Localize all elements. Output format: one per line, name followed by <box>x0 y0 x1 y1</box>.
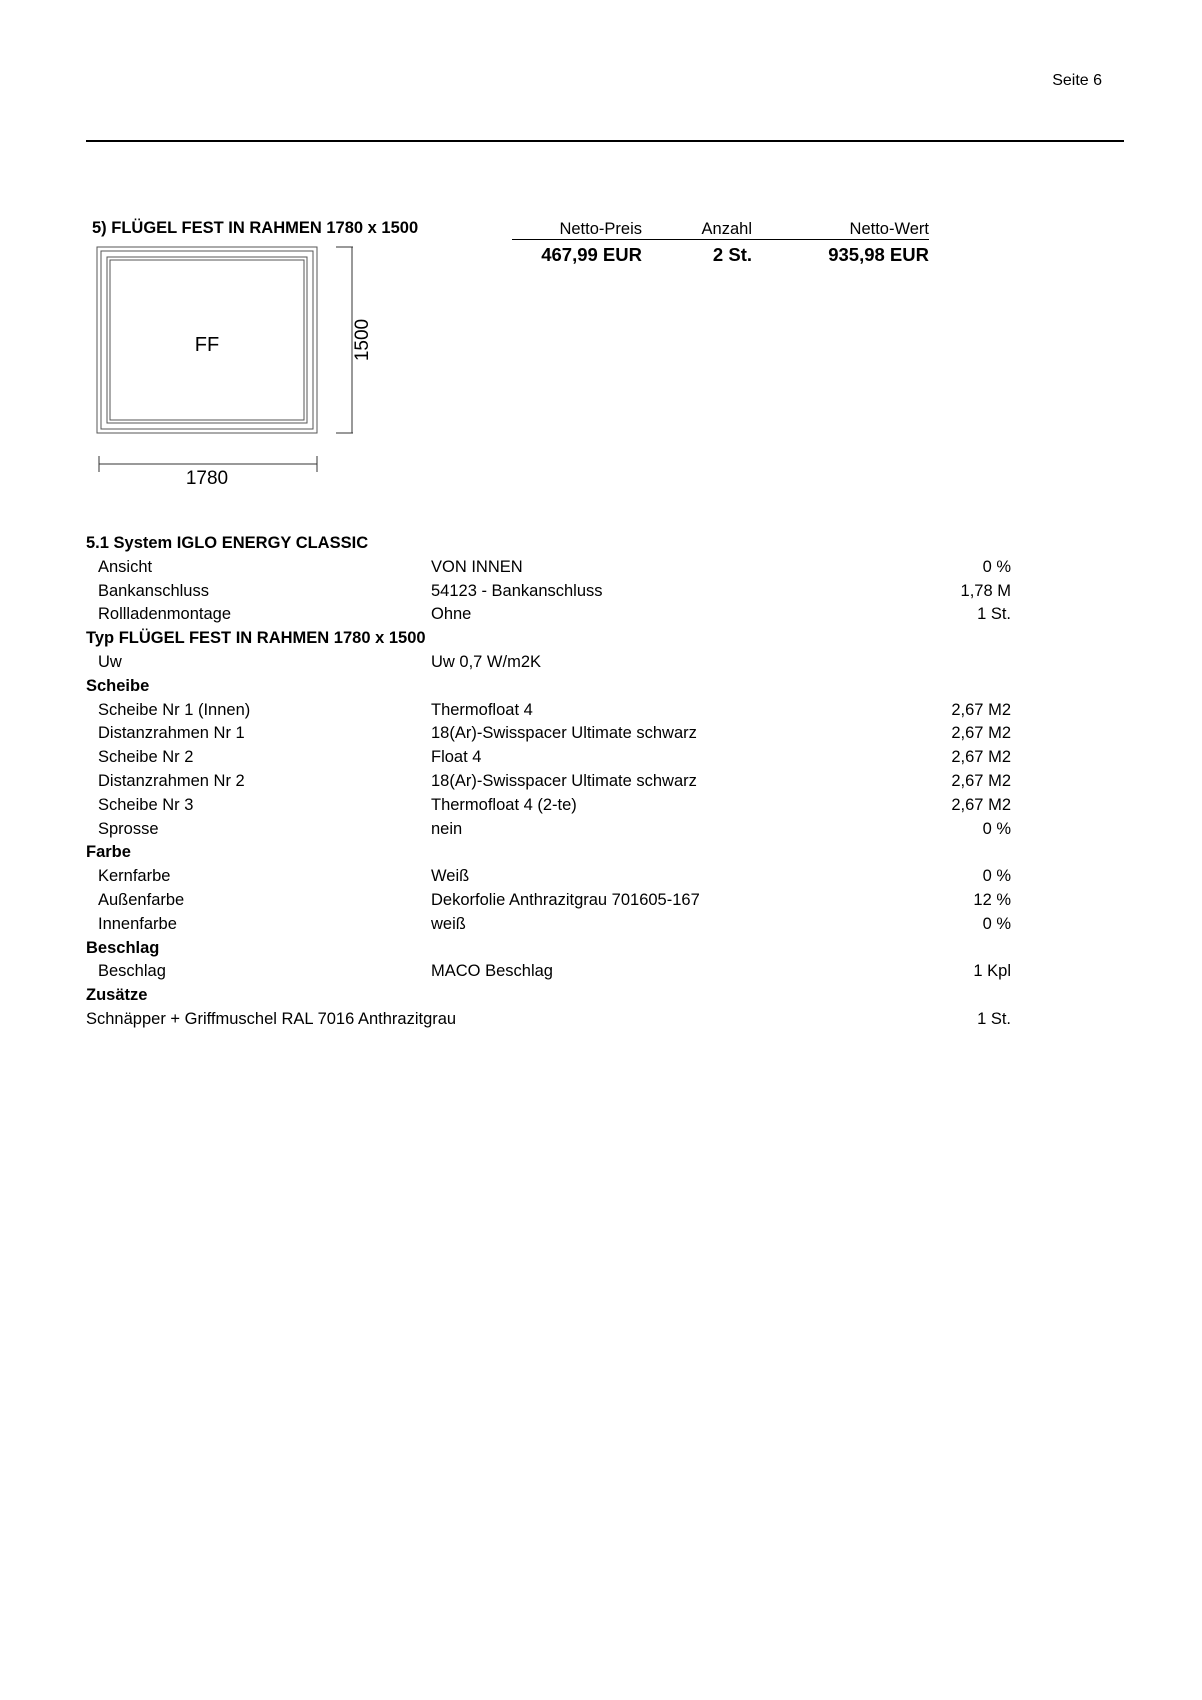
quantity-value: 2 St. <box>712 244 752 265</box>
price-value-row <box>512 244 929 266</box>
header-rule <box>86 140 1124 142</box>
spec-row-extra: Schnäpper + Griffmuschel RAL 7016 Anthrazitgrau 1 St. <box>86 1009 1011 1028</box>
spec-row-distanzrahmen-2: Distanzrahmen Nr 2 18(Ar)-Swisspacer Ultimate schwarz 2,67 M2 <box>98 771 1011 790</box>
spec-row-scheibe-2: Scheibe Nr 2 Float 4 2,67 M2 <box>98 748 1011 767</box>
window-drawing <box>80 230 380 490</box>
spec-row-sprosse: Sprosse nein 0 % <box>98 819 1011 838</box>
spec-row-beschlag: Beschlag MACO Beschlag 1 Kpl <box>98 962 1011 981</box>
sash-type-label: FF <box>194 334 220 356</box>
spec-row-ansicht: Ansicht VON INNEN 0 % <box>98 557 1011 576</box>
spec-row-aussenfarbe: Außenfarbe Dekorfolie Anthrazitgrau 701605-167 12 % <box>98 890 1011 909</box>
position-title: 5) FLÜGEL FEST IN RAHMEN 1780 x 1500 <box>92 219 419 237</box>
spec-row-bankanschluss: Bankanschluss 54123 - Bankanschluss 1,78 M <box>98 581 1011 600</box>
specification-list <box>86 532 1011 1032</box>
height-dimension-label: 1500 <box>352 318 373 362</box>
net-value-header: Netto-Wert <box>849 220 929 238</box>
spec-row-rollladenmontage: Rollladenmontage Ohne 1 St. <box>98 605 1011 624</box>
net-price-header: Netto-Preis <box>559 220 642 238</box>
price-block <box>512 219 929 266</box>
spec-row-innenfarbe: Innenfarbe weiß 0 % <box>98 914 1011 933</box>
type-header: Typ FLÜGEL FEST IN RAHMEN 1780 x 1500 <box>86 629 426 648</box>
spec-row-distanzrahmen-1: Distanzrahmen Nr 1 18(Ar)-Swisspacer Ultimate schwarz 2,67 M2 <box>98 724 1011 743</box>
spec-row-scheibe-1: Scheibe Nr 1 (Innen) Thermofloat 4 2,67 M2 <box>98 700 1011 719</box>
net-value-value: 935,98 EUR <box>828 244 929 265</box>
width-dimension-label: 1780 <box>185 468 229 489</box>
spec-row-scheibe-3: Scheibe Nr 3 Thermofloat 4 (2-te) 2,67 M2 <box>98 795 1011 814</box>
spec-row-kernfarbe: Kernfarbe Weiß 0 % <box>98 867 1011 886</box>
color-header: Farbe <box>86 843 131 862</box>
spec-row-uw: Uw Uw 0,7 W/m2K <box>98 652 542 671</box>
net-price-value: 467,99 EUR <box>541 244 642 265</box>
system-header: 5.1 System IGLO ENERGY CLASSIC <box>86 534 369 552</box>
price-header-row <box>512 219 929 240</box>
extras-header: Zusätze <box>86 986 148 1005</box>
hardware-header: Beschlag <box>86 938 160 957</box>
glass-header: Scheibe <box>86 676 150 695</box>
page-number: Seite 6 <box>1052 72 1102 89</box>
quantity-header: Anzahl <box>701 220 752 238</box>
